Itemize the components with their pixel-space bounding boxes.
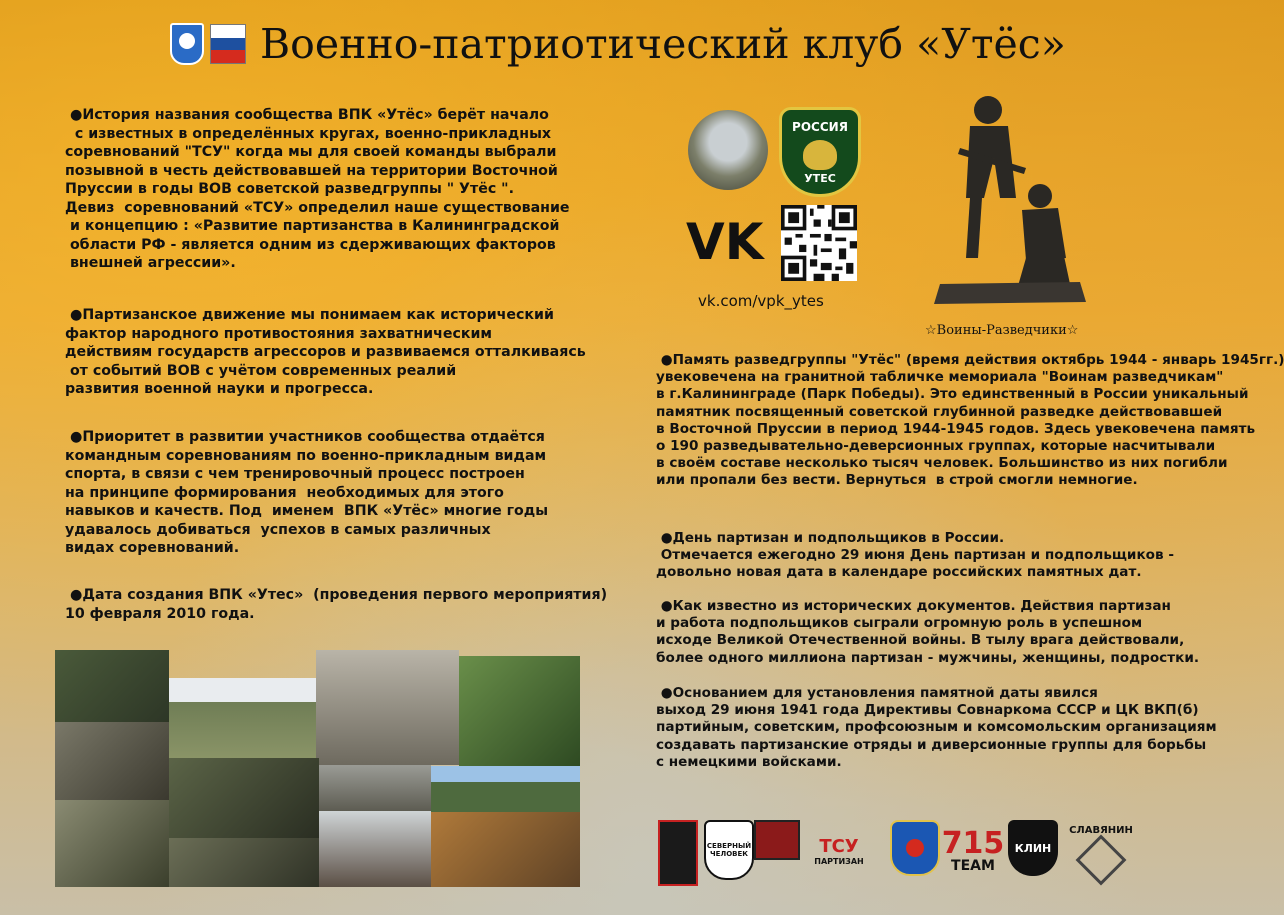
badge-top-text: РОССИЯ [792, 120, 848, 134]
collage-photo [169, 758, 319, 838]
collage-photo [319, 811, 431, 887]
monument-caption: ☆Воины-Разведчики☆ [925, 323, 1079, 338]
partner-logo-dark [658, 820, 698, 886]
priority-paragraph: ●Приоритет в развитии участников сообщества отдаётся командным соревнованиям по военно-прикладным видам спорта, в связи с чем тренировочный процесс построен на принципе формирования необходимых для этого навыков и качеств. Под именем ВПК «Утёс» многие годы удавалось добиваться успехов в самых различных видах соревнований. [65, 429, 549, 556]
tsu-partisan-logo: ТСУ ПАРТИЗАН [814, 836, 864, 866]
collage-photo [55, 800, 169, 887]
collage-photo [169, 838, 319, 887]
eagle-emblem-icon [803, 140, 837, 170]
founding-date-paragraph: ●Дата создания ВПК «Утес» (проведения первого мероприятия) 10 февраля 2010 года. [65, 587, 608, 622]
north-man-logo: СЕВЕРНЫЙ ЧЕЛОВЕК [704, 820, 754, 880]
region-flag-icon [210, 24, 246, 64]
partisan-movement-paragraph: ●Партизанское движение мы понимаем как исторический фактор народного противостояния захватническим действиям государств агрессоров и развиваемся отталкиваясь от событий ВОВ с учётом современных реалий развития военной науки и прогресса. [65, 307, 586, 397]
qr-code-icon[interactable] [781, 205, 857, 281]
partner-logos [658, 820, 1138, 890]
page-title: Военно-патриотический клуб «Утёс» [260, 20, 1066, 68]
collage-photo [169, 678, 316, 758]
history-paragraph: ●История названия сообщества ВПК «Утёс» берёт начало с известных в определённых кругах, военно-прикладных соревнований "ТСУ" когда мы для своей команды выбрали позывной в честь действовавшей на территории Восточной Пруссии в годы ВОВ советской разведгруппы " Утёс ". Девиз соревнований «ТСУ» определил наше существование и концепцию : «Развитие партизанства в Калининградской области РФ - является одним из сдерживающих факторов внешней агрессии». [65, 107, 570, 271]
memorial-date-basis-paragraph: ●Основанием для установления памятной даты явился выход 29 июня 1941 года Директивы Совнаркома СССР и ЦК ВКП(б) партийным, советским, профсоюзным и комсомольским организациям создавать партизанские отряды и диверсионные группы для борьбы с немецкими войсками. [656, 685, 1217, 770]
collage-photo [431, 812, 580, 887]
regional-emblem-logo [890, 820, 940, 876]
memory-paragraph: ●Память разведгруппы "Утёс" (время действия октябрь 1944 - январь 1945гг.) увековечена на гранитной табличке мемориала "Воинам разведчикам" в г.Калининграде (Парк Победы). Это единственный в России уникальный памятник посвященный советской глубинной разведке действовавшей в Восточной Пруссии в период 1944-1945 годов. Здесь увековечена память о 190 разведывательно-деверсионных группах, которые насчитывали в своём составе несколько тысяч человек. Большинство из них погибли или пропали без вести. Вернуться в строй смогли немногие. [656, 352, 1284, 489]
collage-photo [316, 650, 459, 765]
collage-photo [55, 722, 169, 800]
collage-photo [459, 656, 580, 766]
photo-collage [55, 650, 580, 887]
partner-logo-red [754, 820, 800, 860]
klin-logo: КЛИН [1008, 820, 1058, 876]
city-coat-of-arms-icon [170, 23, 204, 65]
collage-photo [431, 766, 580, 812]
team-715-logo: 715 TEAM [941, 826, 1005, 874]
group-avatar-photo [688, 110, 768, 190]
collage-photo [319, 765, 431, 811]
partisan-day-paragraph: ●День партизан и подпольщиков в России. Отмечается ежегодно 29 июня День партизан и подпольщиков - довольно новая дата в календаре российских памятных дат. [656, 530, 1175, 581]
slavyanin-logo: СЛАВЯНИН [1066, 820, 1136, 882]
historical-role-paragraph: ●Как известно из исторических документов. Действия партизан и работа подпольщиков сыграли огромную роль в успешном исходе Великой Отечественной войны. В тылу врага действовали, более одного миллиона партизан - мужчины, женщины, подростки. [656, 598, 1200, 666]
vk-link[interactable]: vk.com/vpk_ytes [698, 292, 824, 310]
header [170, 14, 1066, 74]
monument-image [930, 88, 1090, 318]
vk-logo-icon[interactable]: VK [686, 213, 764, 271]
collage-photo [55, 650, 169, 722]
badge-bottom-text: УТЕС [804, 172, 836, 185]
utes-badge-logo [779, 107, 861, 197]
